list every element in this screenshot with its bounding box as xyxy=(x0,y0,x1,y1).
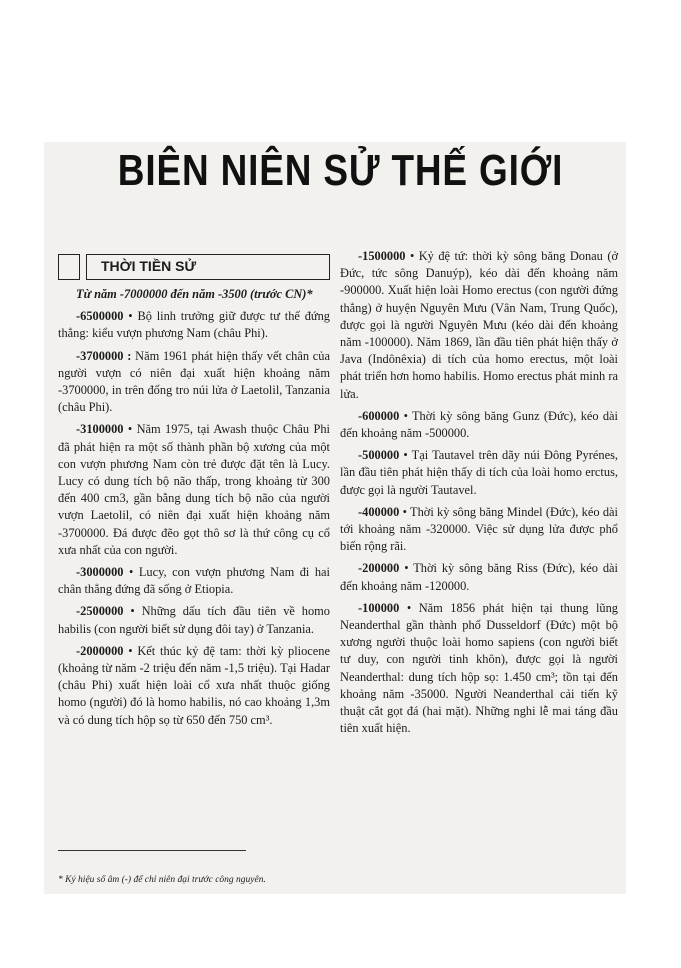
entry-text: • Lucy, con vượn phương Nam đi hai chân thẳng đứng đã sống ở Etiopia. xyxy=(58,565,330,597)
entry-year: -100000 xyxy=(358,600,400,615)
entry-year: -1500000 xyxy=(358,249,406,263)
entry-text: • Năm 1856 phát hiện tại thung lũng Neanderthal gần thành phố Dusseldorf (Đức) một bộ xương người thuộc loài homo sapiens (con người biết tư duy, con người tinh khôn), được gọi là người Neanderthal: dung tích hộp sọ: 1.450 cm³; tồn tại đến khoảng năm -35000. Người Neanderthal cải tiến kỹ thuật cắt gọt đá (hai mặt). Những nghi lễ mai táng đầu tiên xuất hiện. xyxy=(340,600,618,736)
footnote: * Ký hiệu số âm (-) để chỉ niên đại trước công nguyên. xyxy=(58,875,266,885)
entry xyxy=(340,600,618,738)
entry xyxy=(58,421,330,559)
entry-text: • Năm 1975, tại Awash thuộc Châu Phi đã phát hiện ra một số thành phần bộ xương của một con vượn phương Nam còn trẻ được đặt tên là Lucy. Lucy có dung tích bộ não thấp, trong khoảng từ 300 đến 400 cm3, gần bằng dung tích bộ não của người vượn Laetolil, có niên đại xuất hiện khoảng năm -3700000. Đá được đẽo gọt thô sơ là thứ công cụ cổ xưa nhất của con người. xyxy=(58,422,330,557)
entry-year: -2500000 xyxy=(76,604,124,619)
entry-year: -3700000 : xyxy=(76,348,132,363)
entry xyxy=(58,603,330,637)
entry-text: • Kết thúc kỷ đệ tam: thời kỳ pliocene (khoảng từ năm -2 triệu đến năm -1,5 triệu). Tại Hadar (châu Phi) xuất hiện loài cổ xưa nhất thuộc giống homo (người) đó là homo habilis, nó cao khoảng 1,3m và có dung tích hộp sọ từ 650 đến 750 cm³. xyxy=(58,643,330,727)
entry-text: Năm 1961 phát hiện thấy vết chân của người vượn có niên đại xuất hiện khoảng năm -3700000, in trên đống tro núi lửa ở Laetolil, Tanzania (châu Phi). xyxy=(58,348,330,415)
section-heading: THỜI TIỀN SỬ xyxy=(86,254,330,280)
entry-year: -600000 xyxy=(358,408,400,423)
entry xyxy=(58,348,330,417)
entry-text: • Thời kỳ sông băng Riss (Đức), kéo dài đến khoảng năm -120000. xyxy=(340,561,618,593)
entry-year: -3000000 xyxy=(76,565,124,580)
entry-text: • Bộ linh trưởng giữ được tư thế đứng thẳng: kiểu vượn phương Nam (châu Phi). xyxy=(58,309,330,341)
era-range: Từ năm -7000000 đến năm -3500 (trước CN)* xyxy=(76,287,313,301)
footnote-divider xyxy=(58,850,246,851)
entry xyxy=(58,643,330,729)
entry-year: -400000 xyxy=(358,504,400,519)
left-column xyxy=(58,254,330,734)
page-title: BIÊN NIÊN SỬ THẾ GIỚI xyxy=(117,146,564,195)
entry xyxy=(340,248,618,403)
entry-year: -500000 xyxy=(358,448,400,463)
entry-text: • Tại Tautavel trên dãy núi Đông Pyrénes, lần đầu tiên phát hiện thấy di tích của loài homo erctus, được gọi là người Tautavel. xyxy=(340,448,618,497)
entry xyxy=(340,447,618,499)
entry-year: -2000000 xyxy=(76,643,124,658)
entry-year: -3100000 xyxy=(76,422,124,437)
entry-year: -6500000 xyxy=(76,309,124,324)
entry xyxy=(58,564,330,598)
entry-text: • Thời kỳ sông băng Mindel (Đức), kéo dài tới khoảng năm -320000. Việc sử dụng lửa được phổ biến rộng rãi. xyxy=(340,504,618,554)
entry xyxy=(58,308,330,342)
entry-text: • Kỷ đệ tứ: thời kỳ sông băng Donau (ở Đức, tức sông Danuýp), kéo dài đến khoảng năm -900000. Xuất hiện loài Homo erectus (con người đứng thẳng) ở huyện Nguyên Mưu (Vân Nam, Trung Quốc), được gọi là người Nguyên Mưu (kéo dài đến khoảng năm -100000). Năm 1869, lần đầu tiên phát hiện thấy ở Java (Indônêxia) di tích của homo erectus, một loài phát triển hơn homo habilis. Homo erectus phát minh ra lửa. xyxy=(340,249,618,401)
entry-text: • Những dấu tích đầu tiên về homo habilis (con người biết sử dụng đôi tay) ở Tanzania. xyxy=(58,604,330,636)
entry-year: -200000 xyxy=(358,561,400,576)
entry xyxy=(340,408,618,442)
section-heading-box xyxy=(58,254,330,282)
section-heading-square xyxy=(58,254,80,280)
right-column xyxy=(340,248,618,742)
entry xyxy=(340,560,618,594)
entry xyxy=(340,504,618,556)
entry-text: • Thời kỳ sông băng Gunz (Đức), kéo dài đến khoảng năm -500000. xyxy=(340,408,618,441)
